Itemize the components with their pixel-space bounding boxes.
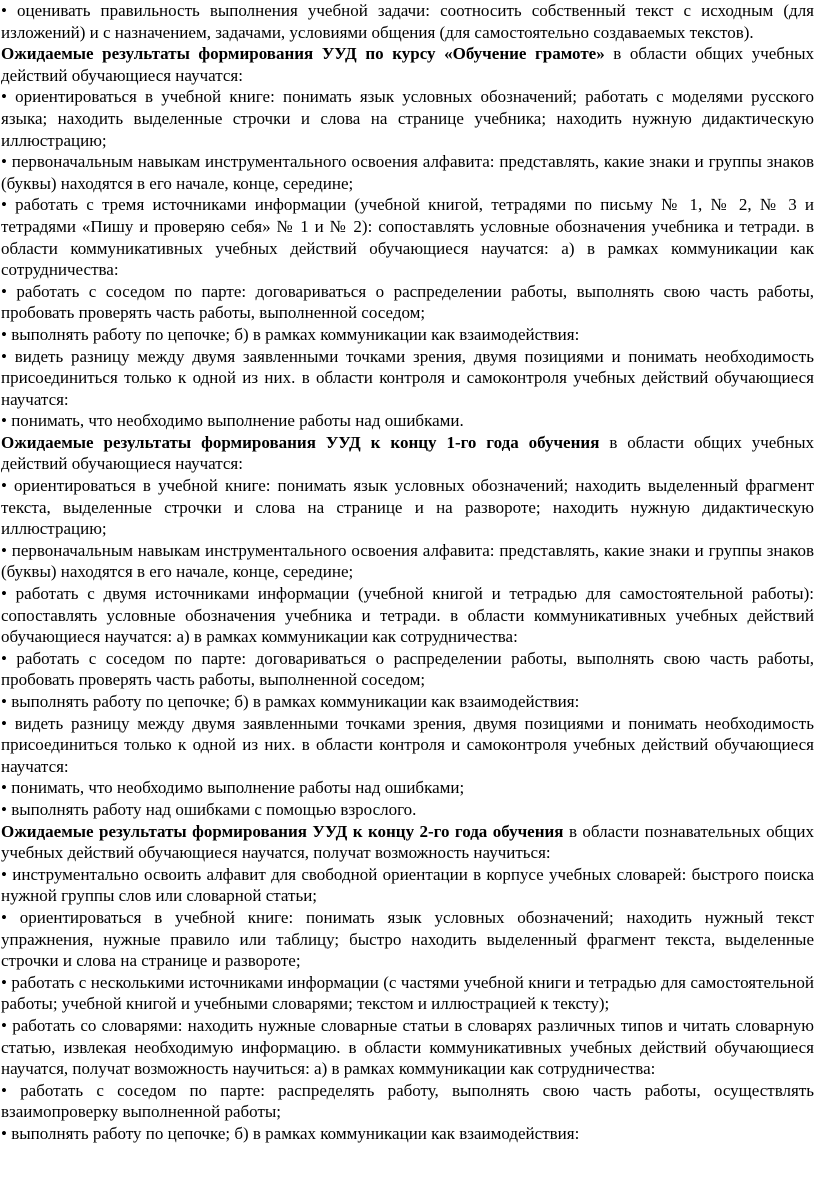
- bullet-paragraph: • выполнять работу по цепочке; б) в рамках коммуникации как взаимодействия:: [1, 692, 580, 711]
- bullet-paragraph: • ориентироваться в учебной книге: понимать язык условных обозначений; работать с моделями русского языка; находить выделенные строчки и слова на странице учебника; находить нужную дидактическую иллюстрацию;: [1, 87, 814, 150]
- bullet-paragraph: • первоначальным навыкам инструментального освоения алфавита: представлять, какие знаки и группы знаков (буквы) находятся в его начале, конце, середине;: [1, 540, 814, 582]
- section-heading-title: Ожидаемые результаты формирования УУД по курсу «Обучение грамоте»: [1, 44, 605, 64]
- bullet-paragraph: • видеть разницу между двумя заявленными точками зрения, двумя позициями и понимать необходимость присоединиться только к одной из них. в области контроля и самоконтроля учебных действий обучающиеся научатся:: [1, 346, 814, 409]
- section-heading-text: в области общих учебных действий обучающиеся научатся:: [1, 432, 814, 474]
- bullet-paragraph: • понимать, что необходимо выполнение работы над ошибками;: [1, 778, 465, 798]
- section-heading-title: Ожидаемые результаты формирования УУД к концу 1-го года обучения: [1, 432, 600, 452]
- bullet-paragraph: • работать с соседом по парте: договариваться о распределении работы, выполнять свою часть работы, пробовать проверять часть работы, выполненной соседом;: [1, 281, 814, 323]
- bullet-paragraph: • работать со словарями: находить нужные словарные статьи в словарях различных типов и читать словарную статью, извлекая необходимую информацию. в области коммуникативных учебных действий обучающиеся научатся, получат возможность научиться: а) в рамках коммуникации как сотрудничества:: [1, 1015, 814, 1079]
- section-heading: [1, 432, 814, 475]
- section-heading-text: в области познавательных общих учебных действий обучающиеся научатся, получат возможность научиться:: [1, 821, 814, 863]
- bullet-paragraph: • работать с тремя источниками информации (учебной книгой, тетрадями по письму № 1, № 2, № 3 и тетрадями «Пишу и проверяю себя» № 1 и № 2): сопоставлять условные обозначения учебника и тетради. в области коммуникативных учебных действий обучающиеся научатся: а) в рамках коммуникации как сотрудничества:: [1, 195, 814, 280]
- bullet-paragraph: • работать с соседом по парте: распределять работу, выполнять свою часть работы, осуществлять взаимопроверку выполненной работы;: [1, 1080, 814, 1122]
- bullet-paragraph: • видеть разницу между двумя заявленными точками зрения, двумя позициями и понимать необходимость присоединиться только к одной из них. в области контроля и самоконтроля учебных действий обучающиеся научатся:: [1, 713, 814, 776]
- section-heading: [1, 821, 814, 864]
- bullet-paragraph: • оценивать правильность выполнения учебной задачи: соотносить собственный текст с исходным (для изложений) и с назначением, задачами, условиями общения (для самостоятельно создаваемых текстов).: [1, 1, 814, 42]
- section-heading-text: в области общих учебных действий обучающиеся научатся:: [1, 44, 814, 85]
- section-heading: [1, 43, 814, 86]
- section-heading-title: Ожидаемые результаты формирования УУД к концу 2-го года обучения: [1, 821, 564, 841]
- bullet-paragraph: • инструментально освоить алфавит для свободной ориентации в корпусе учебных словарей: быстрого поиска нужной группы слов или словарной статьи;: [1, 864, 814, 906]
- bullet-paragraph: • работать с двумя источниками информации (учебной книгой и тетрадью для самостоятельной работы): сопоставлять условные обозначения учебника и тетради. в области коммуникативных учебных действий обучающиеся научатся: а) в рамках коммуникации как сотрудничества:: [1, 584, 814, 647]
- bullet-paragraph: • работать с соседом по парте: договариваться о распределении работы, выполнять свою часть работы, пробовать проверять часть работы, выполненной соседом;: [1, 648, 814, 690]
- bullet-paragraph: • первоначальным навыкам инструментального освоения алфавита: представлять, какие знаки и группы знаков (буквы) находятся в его начале, конце, середине;: [1, 152, 814, 193]
- bullet-paragraph: • выполнять работу над ошибками с помощью взрослого.: [1, 799, 417, 819]
- document-body: [1, 0, 814, 1144]
- bullet-paragraph: • понимать, что необходимо выполнение работы над ошибками.: [1, 411, 464, 431]
- bullet-paragraph: • выполнять работу по цепочке; б) в рамках коммуникации как взаимодействия:: [1, 1123, 580, 1143]
- bullet-paragraph: • выполнять работу по цепочке; б) в рамках коммуникации как взаимодействия:: [1, 324, 580, 344]
- bullet-paragraph: • ориентироваться в учебной книге: понимать язык условных обозначений; находить нужный текст упражнения, нужные правило или таблицу; быстро находить выделенный фрагмент текста, выделенные строчки и слова на странице и развороте;: [1, 907, 814, 971]
- bullet-paragraph: • ориентироваться в учебной книге: понимать язык условных обозначений; находить выделенный фрагмент текста, выделенные строчки и слова на странице и на развороте; находить нужную дидактическую иллюстрацию;: [1, 476, 814, 539]
- bullet-paragraph: • работать с несколькими источниками информации (с частями учебной книги и тетрадью для самостоятельной работы; учебной книгой и учебными словарями; текстом и иллюстрацией к тексту);: [1, 972, 814, 1014]
